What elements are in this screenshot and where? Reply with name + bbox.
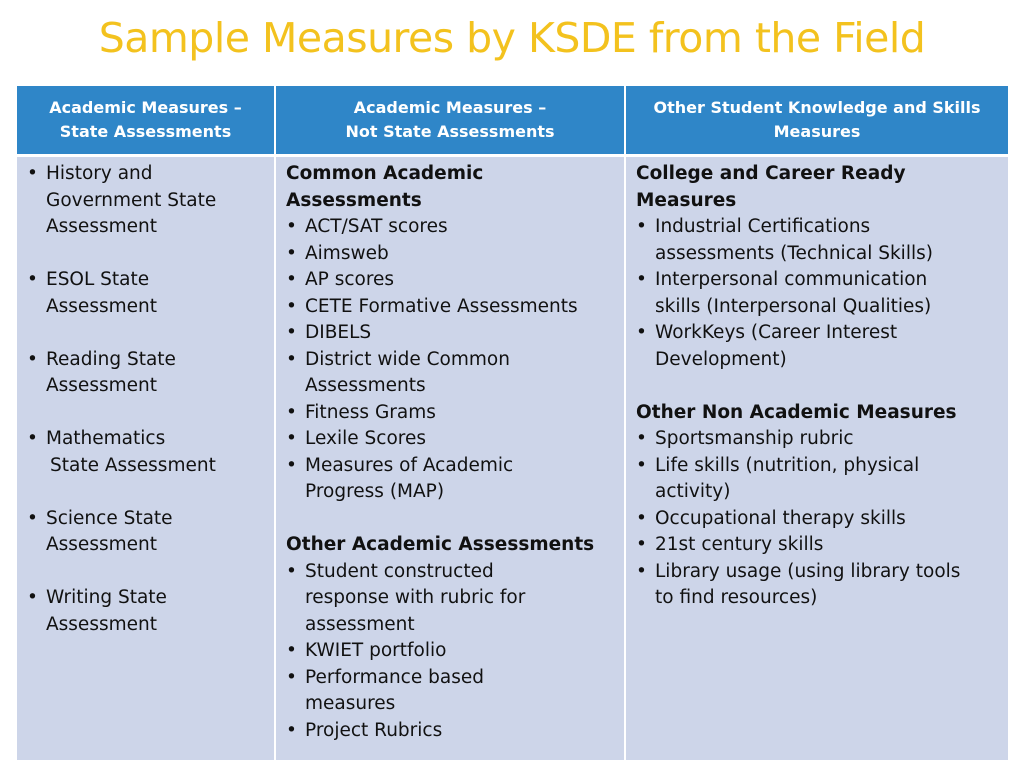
list-item (636, 532, 1000, 559)
header-line: Measures (773, 122, 861, 141)
header-line: Not State Assessments (345, 122, 555, 141)
list-item (636, 320, 1000, 373)
item-line: measures (305, 693, 396, 714)
bullet-icon: • (286, 640, 297, 661)
list-item (286, 400, 616, 427)
item-line: Progress (MAP) (305, 481, 445, 502)
list-item (286, 559, 616, 639)
item-line: KWIET portfolio (305, 640, 447, 661)
item-line: Aimsweb (305, 242, 389, 264)
item-line: State Assessment (50, 454, 216, 476)
header-not-state-assessments (275, 86, 625, 156)
not-state-assessments-cell (275, 156, 625, 761)
list-item (636, 426, 1000, 453)
header-line: Academic Measures – (353, 98, 547, 117)
item-line: Student constructed (305, 560, 494, 582)
item-line: Sportsmanship rubric (655, 428, 854, 449)
list-item (286, 214, 616, 241)
item-line: Project Rubrics (305, 719, 443, 741)
bullet-icon: • (636, 560, 647, 582)
list-item (27, 585, 266, 638)
section-heading (286, 532, 616, 559)
item-line: CETE Formative Assessments (305, 295, 578, 317)
bullet-icon: • (636, 216, 647, 237)
item-line: AP scores (305, 269, 395, 290)
bullet-icon: • (286, 666, 297, 688)
list-item (27, 267, 266, 320)
list-item (27, 506, 266, 559)
item-line: skills (Interpersonal Qualities) (655, 295, 932, 317)
header-row (17, 86, 1008, 156)
bullet-icon: • (286, 322, 297, 343)
bullet-icon: • (286, 560, 297, 582)
list-item (286, 267, 616, 294)
item-line: District wide Common (305, 348, 510, 370)
list-item (636, 559, 1000, 612)
list-item (286, 718, 616, 745)
item-line: Assessment (46, 295, 157, 317)
item-line: Science State (46, 507, 173, 529)
bullet-icon: • (286, 216, 297, 237)
item-line: Measures of Academic (305, 454, 514, 476)
state-assessments-cell (17, 156, 275, 761)
heading-line: College and Career Ready (636, 163, 906, 184)
bullet-icon: • (27, 507, 38, 529)
item-line: Life skills (nutrition, physical (655, 454, 920, 476)
item-line: Government State (46, 189, 217, 211)
item-line: Development) (655, 348, 787, 370)
bullet-icon: • (286, 401, 297, 423)
bullet-icon: • (286, 348, 297, 370)
section-heading (636, 400, 1000, 427)
item-line: ESOL State (46, 269, 150, 290)
state-assessments-list (27, 161, 266, 638)
content-row (17, 156, 1008, 761)
header-other-knowledge-skills (625, 86, 1008, 156)
list-item (27, 161, 266, 241)
section-heading (286, 161, 616, 214)
list-item (286, 294, 616, 321)
bullet-icon: • (636, 454, 647, 476)
item-line: Occupational therapy skills (655, 507, 906, 529)
item-line: assessments (Technical Skills) (655, 242, 933, 264)
list-item (286, 241, 616, 268)
bullet-icon: • (636, 322, 647, 343)
item-line: Assessment (46, 613, 157, 635)
bullet-icon: • (636, 428, 647, 449)
list-item (27, 347, 266, 400)
item-line: Fitness Grams (305, 401, 436, 423)
bullet-icon: • (636, 269, 647, 290)
item-line: 21st century skills (655, 534, 824, 555)
list-item (286, 320, 616, 347)
list-item (27, 426, 266, 479)
heading-line: Other Academic Assessments (286, 534, 595, 555)
item-line: assessment (305, 613, 415, 635)
heading-line: Assessments (286, 189, 422, 211)
heading-line: Common Academic (286, 163, 484, 184)
item-line: Assessments (305, 375, 426, 396)
header-line: State Assessments (59, 122, 232, 141)
bullet-icon: • (27, 587, 38, 608)
common-academic-list (286, 214, 616, 506)
item-line: to find resources) (655, 587, 818, 608)
bullet-icon: • (636, 507, 647, 529)
list-item (286, 453, 616, 506)
list-item (636, 214, 1000, 267)
list-item (286, 347, 616, 400)
list-item (636, 453, 1000, 506)
heading-line: Measures (636, 189, 737, 211)
item-line: Assessment (46, 534, 157, 555)
bullet-icon: • (27, 163, 38, 184)
item-line: Performance based (305, 666, 484, 688)
item-line: History and (46, 163, 153, 184)
other-academic-list (286, 559, 616, 745)
item-line: Reading State (46, 348, 176, 370)
item-line: Mathematics (46, 428, 166, 449)
bullet-icon: • (286, 269, 297, 290)
non-academic-list (636, 426, 1000, 612)
item-line: ACT/SAT scores (305, 216, 448, 237)
other-knowledge-skills-cell (625, 156, 1008, 761)
bullet-icon: • (27, 428, 38, 449)
bullet-icon: • (286, 242, 297, 264)
item-line: Lexile Scores (305, 428, 426, 449)
header-line: Other Student Knowledge and Skills (653, 98, 981, 117)
item-line: activity) (655, 481, 731, 502)
list-item (286, 638, 616, 665)
list-item (636, 267, 1000, 320)
bullet-icon: • (286, 454, 297, 476)
slide-title: Sample Measures by KSDE from the Field (98, 14, 926, 62)
item-line: Assessment (46, 375, 157, 396)
header-line: Academic Measures – (49, 98, 242, 117)
item-line: Writing State (46, 587, 167, 608)
college-career-list (636, 214, 1000, 373)
item-line: DIBELS (305, 322, 372, 343)
item-line: Interpersonal communication (655, 269, 928, 290)
item-line: Library usage (using library tools (655, 560, 961, 582)
header-state-assessments (17, 86, 275, 156)
section-spacer (286, 506, 616, 533)
item-line: response with rubric for (305, 587, 526, 608)
section-heading (636, 161, 1000, 214)
bullet-icon: • (286, 295, 297, 317)
list-item (286, 426, 616, 453)
bullet-icon: • (27, 348, 38, 370)
item-line: WorkKeys (Career Interest (655, 322, 898, 343)
measures-table (17, 86, 1008, 760)
item-line: Industrial Certifications (655, 216, 871, 237)
section-spacer (636, 373, 1000, 400)
list-item (636, 506, 1000, 533)
bullet-icon: • (286, 428, 297, 449)
item-line: Assessment (46, 216, 157, 237)
bullet-icon: • (636, 534, 647, 555)
bullet-icon: • (27, 269, 38, 290)
list-item (286, 665, 616, 718)
bullet-icon: • (286, 719, 297, 741)
heading-line: Other Non Academic Measures (636, 401, 957, 423)
